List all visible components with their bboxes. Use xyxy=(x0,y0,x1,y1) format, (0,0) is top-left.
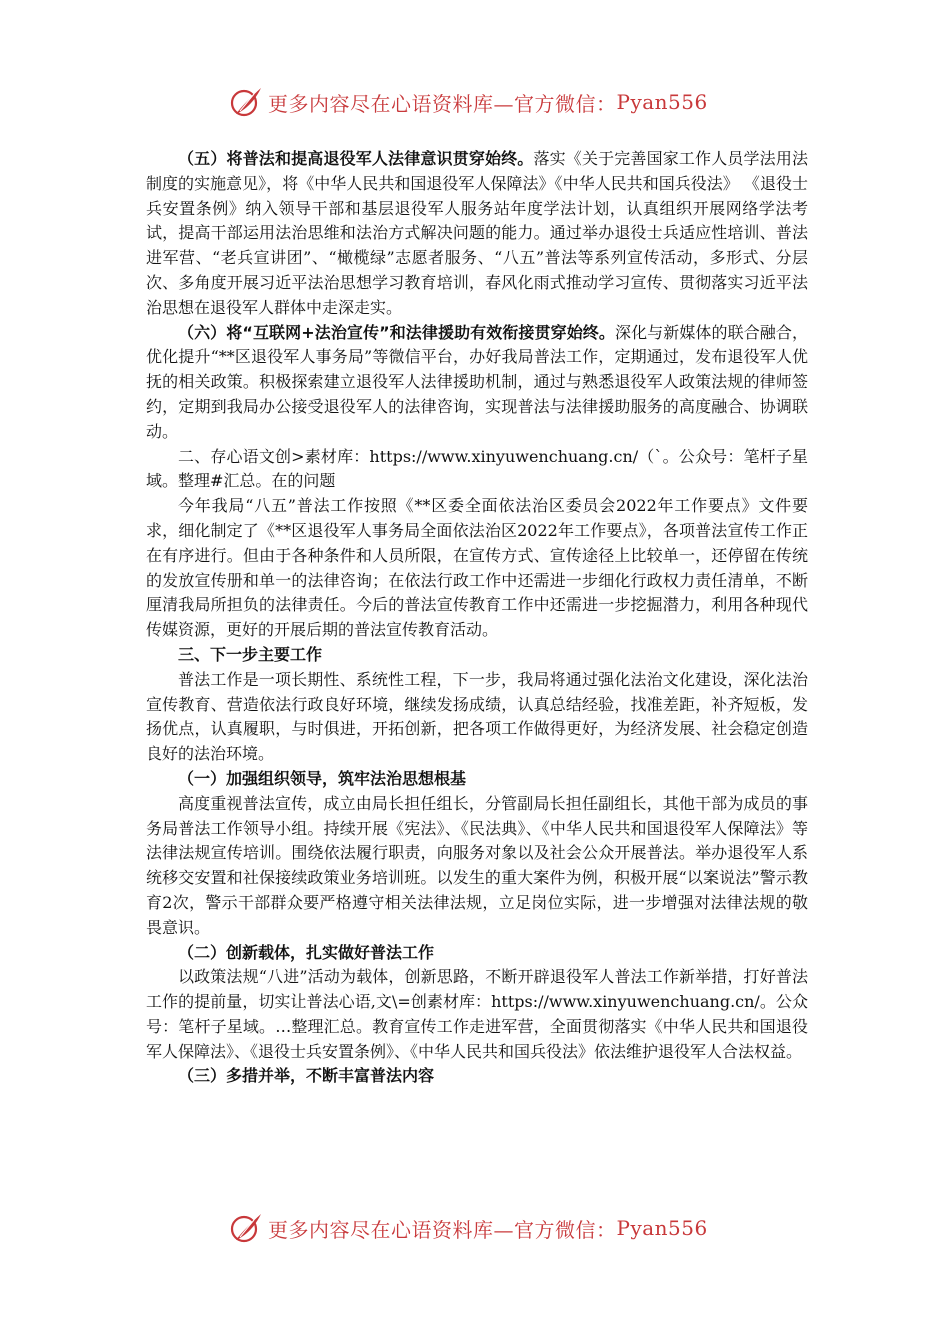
paragraph-text: 高度重视普法宣传，成立由局长担任组长，分管副局长担任副组长，其他干部为成员的事务局普法工作领导小组。持续开展《宪法》、《民法典》、《中华人民共和国退役军人保障法》等法律法规宣传培训。围绕依法履行职责，向服务对象以及社会公众开展普法。举办退役军人系统移交安置和社保接续政策业务培训班。以发生的重大案件为例，积极开展“以案说法”警示教育2次，警示干部群众要严格遵守相关法律法规，立足岗位实际，进一步增强对法律法规的敬畏意识。 xyxy=(146,793,808,937)
subsection-3-heading xyxy=(146,1064,808,1089)
header-watermark-banner xyxy=(0,82,950,122)
section-3-heading xyxy=(146,643,808,668)
banner-wechat-id: Pyan556 xyxy=(616,90,708,114)
feather-pen-logo-icon xyxy=(228,84,264,120)
banner-wechat-id: Pyan556 xyxy=(616,1216,708,1240)
section-2-heading xyxy=(146,445,808,495)
paragraph-text: 落实《关于完善国家工作人员学法用法制度的实施意见》，将《中华人民共和国退役军人保障法》《中华人民共和国兵役法》 《退役士兵安置条例》纳入领导干部和基层退役军人服务站年度学法计划，认真组织开展网络学法考试，提高干部运用法治思维和法治方式解决问题的能力。通过举办退役士兵适应性培训、普法进军营、“老兵宣讲团”、“橄榄绿”志愿者服务、“八五”普法等系列宣传活动，多形式、分层次、多角度开展习近平法治思想学习教育培训，春风化雨式推动学习宣传、贯彻落实习近平法治思想在退役军人群体中走深走实。 xyxy=(146,149,808,317)
subsection-2-heading xyxy=(146,941,808,966)
document-body xyxy=(146,147,808,1089)
paragraph-lead: （六）将“互联网+法治宣传”和法律援助有效衔接贯穿始终。 xyxy=(178,322,615,342)
paragraph-next-steps xyxy=(146,668,808,767)
heading-text: 三、下一步主要工作 xyxy=(178,644,323,664)
subsection-1-heading xyxy=(146,767,808,792)
heading-text: （二）创新载体，扎实做好普法工作 xyxy=(178,942,435,962)
paragraph-text: 普法工作是一项长期性、系统性工程，下一步，我局将通过强化法治文化建设，深化法治宣传教育、营造依法行政良好环境，继续发扬成绩，认真总结经验，找准差距，补齐短板，发扬优点，认真履职，与时俱进，开拓创新，把各项工作做得更好，为经济发展、社会稳定创造良好的法治环境。 xyxy=(146,669,808,764)
banner-title: 更多内容尽在心语资料库—官方微信： xyxy=(268,1217,617,1242)
paragraph-text: 以政策法规“八进”活动为载体，创新思路，不断开辟退役军人普法工作新举措，打好普法工作的提前量，切实让普法心语,文\=创素材库：https://www.xinyuwenchuang.cn/。公众号：笔杆子星域。…整理汇总。教育宣传工作走进军营，全面贯彻落实《中华人民共和国退役军人保障法》、《退役士兵安置条例》、《中华人民共和国兵役法》依法维护退役军人合法权益。 xyxy=(146,967,808,1061)
paragraph-innovation xyxy=(146,965,808,1064)
paragraph-leadership xyxy=(146,792,808,941)
paragraph-5 xyxy=(146,147,808,321)
heading-text: （三）多措并举，不断丰富普法内容 xyxy=(178,1066,435,1086)
paragraph-text: 深化与新媒体的联合融合，优化提升“**区退役军人事务局”等微信平台，办好我局普法工作，定期通过，发布退役军人优抚的相关政策。积极探索建立退役军人法律援助机制，通过与熟悉退役军人政策法规的律师签约，定期到我局办公接受退役军人的法律咨询，实现普法与法律援助服务的高度融合、协调联动。 xyxy=(146,322,808,441)
banner-title: 更多内容尽在心语资料库—官方微信： xyxy=(268,91,617,116)
paragraph-6 xyxy=(146,321,808,445)
heading-text: （一）加强组织领导，筑牢法治思想根基 xyxy=(178,768,467,788)
feather-pen-logo-icon xyxy=(228,1210,264,1246)
paragraph-problems xyxy=(146,494,808,643)
paragraph-lead: （五）将普法和提高退役军人法律意识贯穿始终。 xyxy=(178,149,534,168)
paragraph-text: 今年我局“八五”普法工作按照《**区委全面依法治区委员会2022年工作要点》文件要求，细化制定了《**区退役军人事务局全面依法治区2022年工作要点》，各项普法宣传工作正在有序进行。但由于各种条件和人员所限，在宣传方式、宣传途径上比较单一，还停留在传统的发放宣传册和单一的法律咨询；在依法行政工作中还需进一步细化行政权力责任清单，不断厘清我局所担负的法律责任。今后的普法宣传教育工作中还需进一步挖掘潜力，利用各种现代传媒资源，更好的开展后期的普法宣传教育活动。 xyxy=(146,496,808,640)
paragraph-text: 二、存心语文创>素材库：https://www.xinyuwenchuang.cn/（`。公众号：笔杆子星域。整理#汇总。在的问题 xyxy=(146,446,808,491)
footer-watermark-banner xyxy=(0,1208,950,1248)
